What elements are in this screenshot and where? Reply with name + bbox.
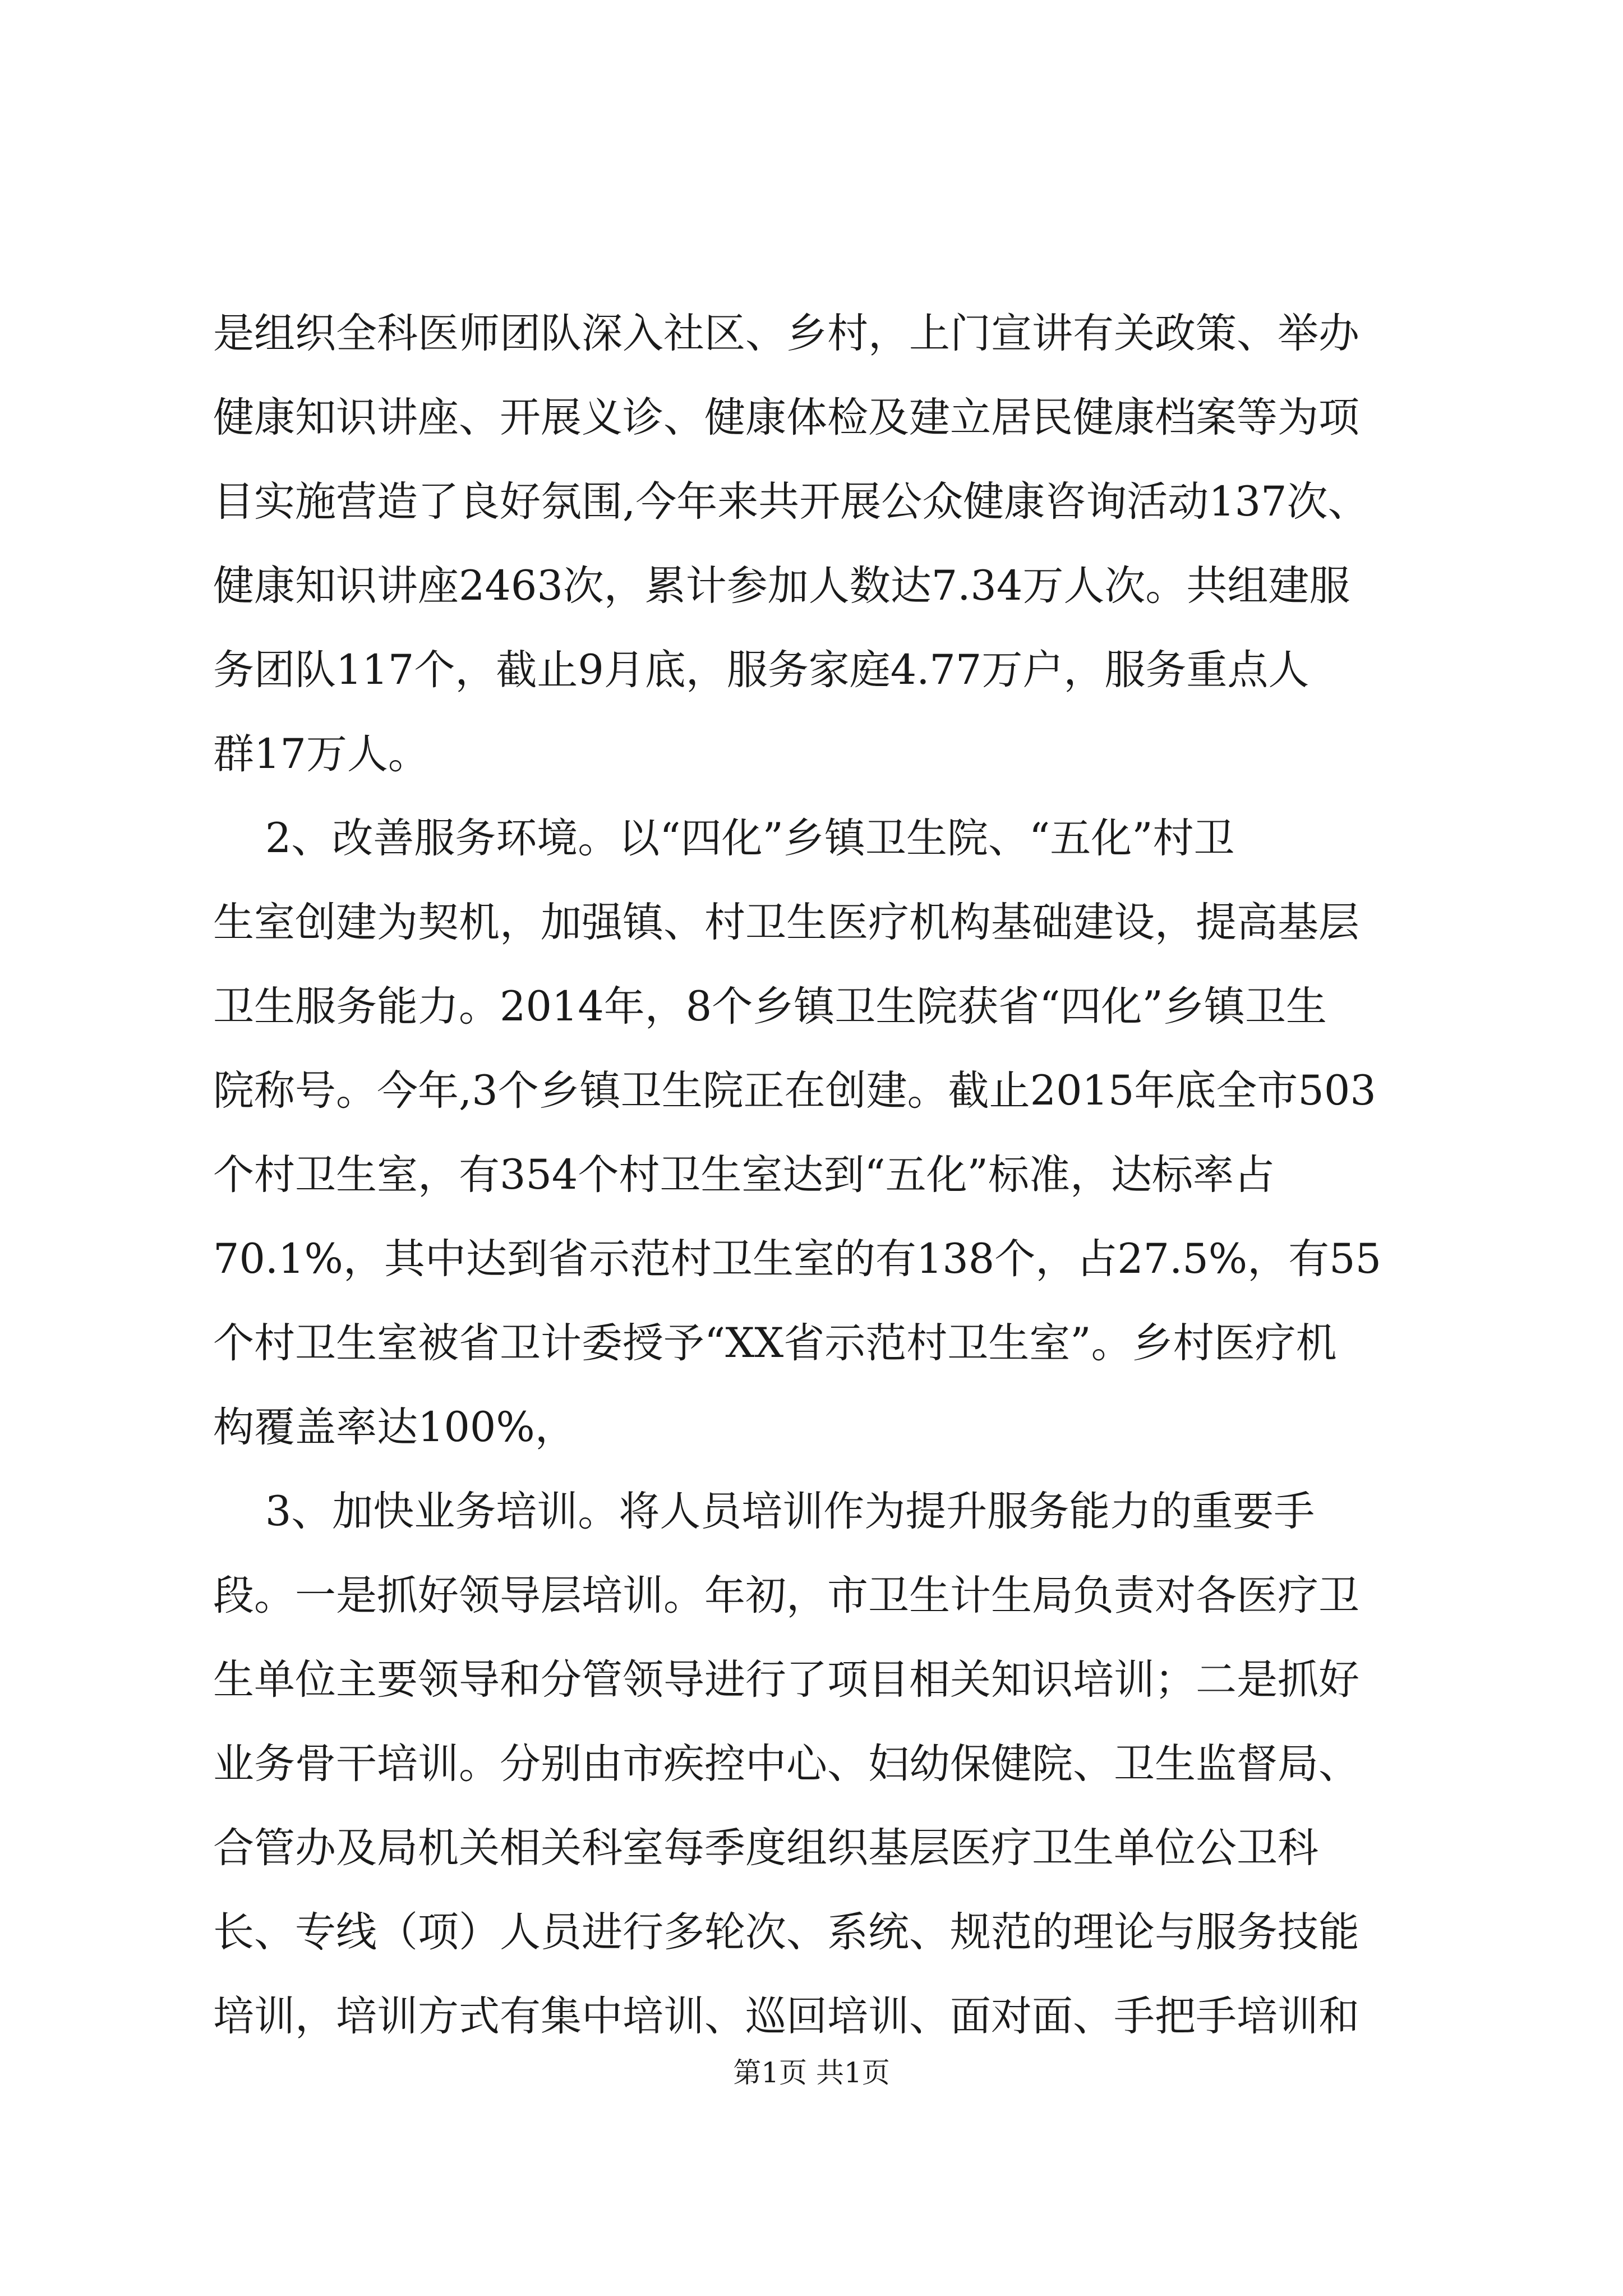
text-line: 2、改善服务环境。以“四化”乡镇卫生院、“五化”村卫 [213, 815, 1235, 862]
text-line: 目实施营造了良好氛围,今年来共开展公众健康咨询活动137次、 [213, 478, 1369, 526]
text-line: 构覆盖率达100%， [213, 1404, 576, 1451]
text-line: 健康知识讲座、开展义诊、健康体检及建立居民健康档案等为项 [213, 394, 1359, 441]
text-line: 3、加快业务培训。将人员培训作为提升服务能力的重要手 [213, 1488, 1315, 1535]
body-text [213, 292, 1447, 2059]
text-line: 个村卫生室被省卫计委授予“XX省示范村卫生室”。乡村医疗机 [213, 1319, 1337, 1367]
text-line: 生单位主要领导和分管领导进行了项目相关知识培训；二是抓好 [213, 1656, 1359, 1704]
text-line: 务团队117个，截止9月底，服务家庭4.77万户，服务重点人 [213, 646, 1310, 694]
text-line: 长、专线（项）人员进行多轮次、系统、规范的理论与服务技能 [213, 1908, 1359, 1956]
text-line: 是组织全科医师团队深入社区、乡村，上门宣讲有关政策、举办 [213, 310, 1359, 357]
text-line: 健康知识讲座2463次，累计参加人数达7.34万人次。共组建服 [213, 562, 1350, 610]
text-line: 合管办及局机关相关科室每季度组织基层医疗卫生单位公卫科 [213, 1824, 1318, 1872]
text-line: 段。一是抓好领导层培训。年初，市卫生计生局负责对各医疗卫 [213, 1572, 1359, 1619]
text-line: 卫生服务能力。2014年，8个乡镇卫生院获省“四化”乡镇卫生 [213, 983, 1327, 1030]
text-line: 70.1%，其中达到省示范村卫生室的有138个，占27.5%，有55 [213, 1235, 1382, 1283]
text-line: 群17万人。 [213, 730, 429, 778]
text-line: 业务骨干培训。分别由市疾控中心、妇幼保健院、卫生监督局、 [213, 1740, 1359, 1788]
text-line: 培训，培训方式有集中培训、巡回培训、面对面、手把手培训和 [213, 1993, 1359, 2040]
text-line: 生室创建为契机，加强镇、村卫生医疗机构基础建设，提高基层 [213, 899, 1359, 946]
text-line: 院称号。今年,3个乡镇卫生院正在创建。截止2015年底全市503 [213, 1067, 1376, 1115]
text-line: 个村卫生室，有354个村卫生室达到“五化”标准，达标率占 [213, 1151, 1275, 1199]
page-footer: 第1页 共1页 [733, 2056, 890, 2089]
